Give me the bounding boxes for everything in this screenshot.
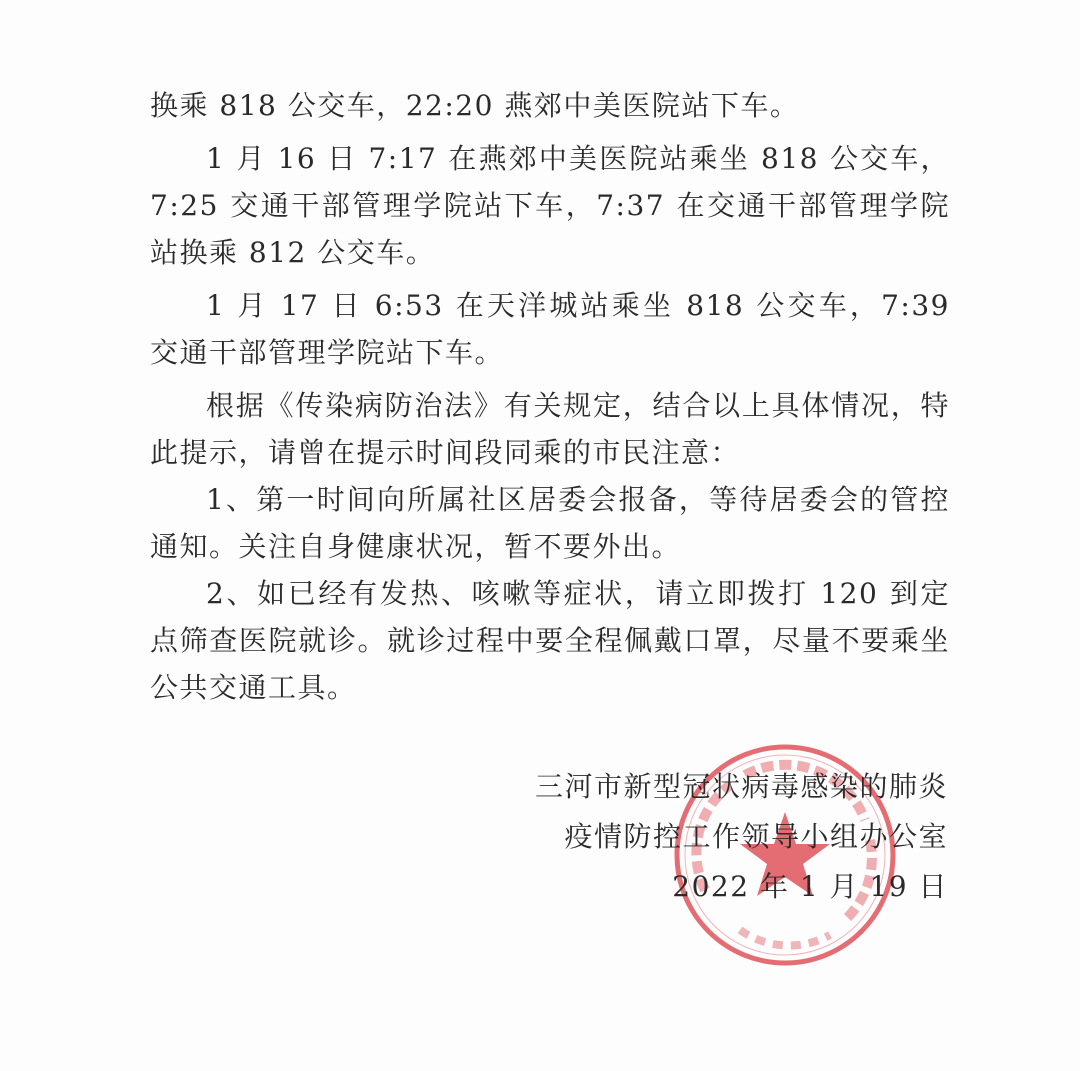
paragraph-jan17: 1 月 17 日 6:53 在天洋城站乘坐 818 公交车，7:39 交通干部管理学院站下车。: [150, 289, 950, 369]
paragraph-item-1: 1、第一时间向所属社区居委会报备，等待居委会的管控通知。关注自身健康状况，暂不要外出。: [150, 483, 950, 563]
paragraph-transfer-continuation: 换乘 818 公交车，22:20 燕郊中美医院站下车。: [150, 89, 800, 122]
notice-body: [150, 82, 950, 711]
signature-date: 2022 年 1 月 19 日: [672, 870, 948, 903]
signature-org-line-1: 三河市新型冠状病毒感染的肺炎: [534, 770, 948, 803]
signature-block: [535, 762, 948, 912]
paragraph-legal-notice: 根据《传染病防治法》有关规定，结合以上具体情况，特此提示，请曾在提示时间段同乘的市民注意：: [150, 389, 950, 469]
paragraph-item-2: 2、如已经有发热、咳嗽等症状，请立即拨打 120 到定点筛查医院就诊。就诊过程中要全程佩戴口罩，尽量不要乘坐公共交通工具。: [150, 577, 950, 704]
paragraph-jan16: 1 月 16 日 7:17 在燕郊中美医院站乘坐 818 公交车，7:25 交通干部管理学院站下车，7:37 在交通干部管理学院站换乘 812 公交车。: [150, 142, 950, 269]
signature-org-line-2: 疫情防控工作领导小组办公室: [564, 820, 948, 853]
